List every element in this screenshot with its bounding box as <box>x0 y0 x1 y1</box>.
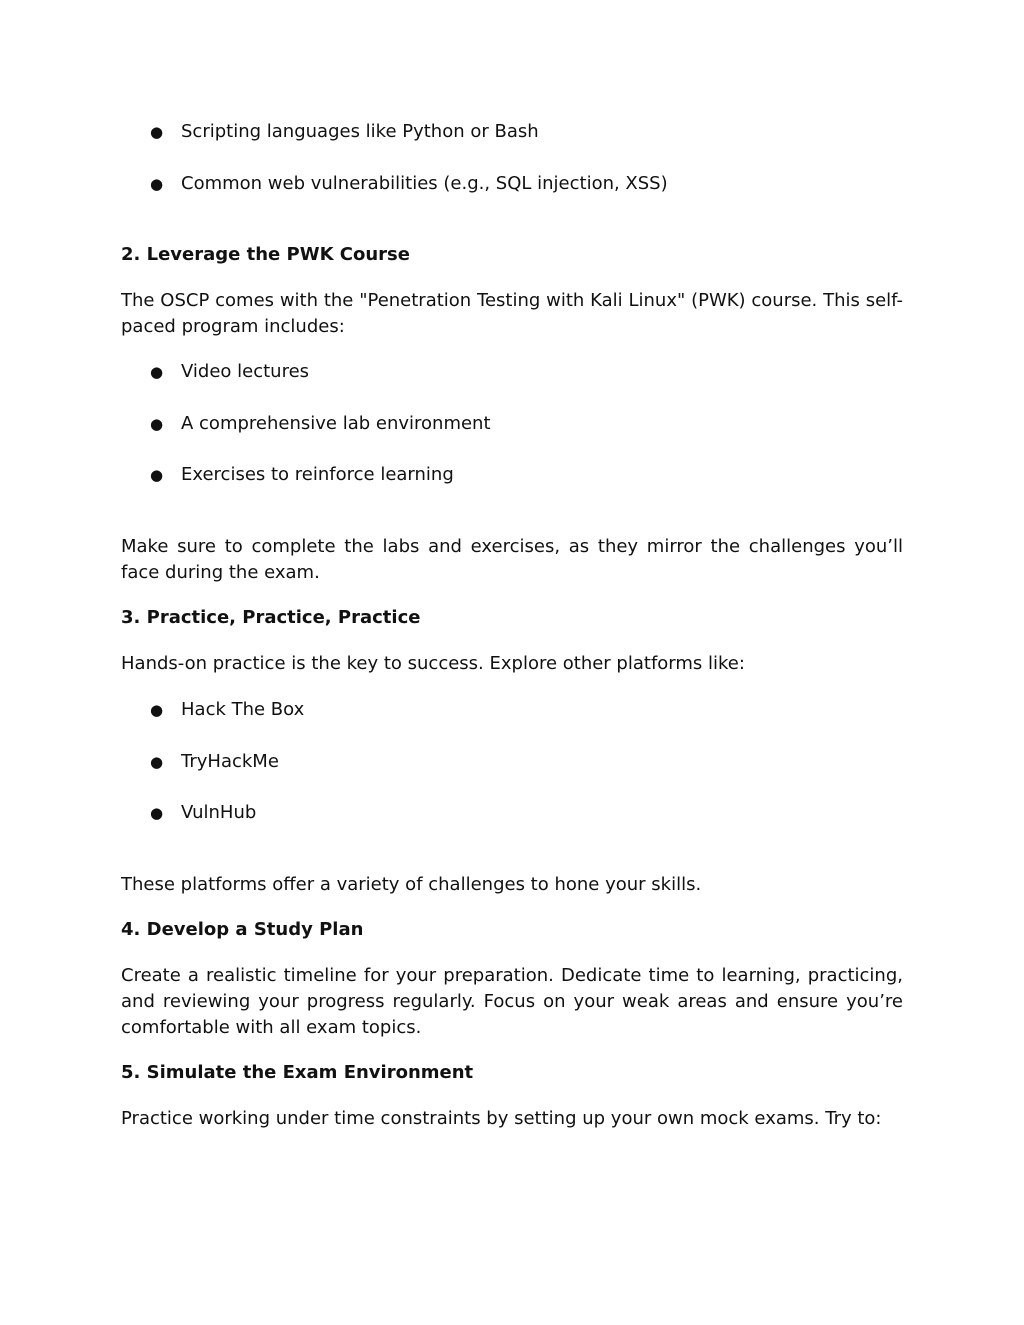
paragraph: Practice working under time constraints by setting up your own mock exams. Try to: <box>121 1108 882 1129</box>
bullet-icon: ● <box>150 753 164 771</box>
paragraph: The OSCP comes with the "Penetration Testing with Kali Linux" (PWK) course. This self-paced program includes: <box>121 290 903 337</box>
list-item <box>150 749 279 775</box>
list-item <box>150 411 491 437</box>
list-item-text: TryHackMe <box>181 751 279 772</box>
list-item-text: A comprehensive lab environment <box>181 413 491 434</box>
list-item <box>150 697 304 723</box>
list-item-text: Hack The Box <box>181 699 305 720</box>
paragraph: Hands-on practice is the key to success. Explore other platforms like: <box>121 653 745 674</box>
section-heading: 3. Practice, Practice, Practice <box>121 607 421 628</box>
bullet-icon: ● <box>150 123 164 141</box>
list-item <box>150 119 539 145</box>
bullet-icon: ● <box>150 701 164 719</box>
list-item <box>150 462 454 488</box>
list-item-text: Video lectures <box>181 361 310 382</box>
bullet-icon: ● <box>150 415 164 433</box>
paragraph: These platforms offer a variety of challenges to hone your skills. <box>121 874 702 895</box>
paragraph: Make sure to complete the labs and exercises, as they mirror the challenges you’ll face during the exam. <box>121 536 903 583</box>
bullet-icon: ● <box>150 804 164 822</box>
list-item <box>150 800 256 826</box>
list-item <box>150 359 309 385</box>
list-item <box>150 171 668 197</box>
section-heading: 5. Simulate the Exam Environment <box>121 1062 474 1083</box>
bullet-icon: ● <box>150 363 164 381</box>
bullet-icon: ● <box>150 466 164 484</box>
section-heading: 4. Develop a Study Plan <box>121 919 364 940</box>
section-heading: 2. Leverage the PWK Course <box>121 244 410 265</box>
paragraph: Create a realistic timeline for your preparation. Dedicate time to learning, practicing, and reviewing your progress regularly. Focus on your weak areas and ensure you’re comfortable with all exam topics. <box>121 965 903 1038</box>
list-item-text: Scripting languages like Python or Bash <box>181 121 539 142</box>
list-item-text: Exercises to reinforce learning <box>181 464 454 485</box>
bullet-icon: ● <box>150 175 164 193</box>
list-item-text: Common web vulnerabilities (e.g., SQL injection, XSS) <box>181 173 668 194</box>
list-item-text: VulnHub <box>181 802 257 823</box>
